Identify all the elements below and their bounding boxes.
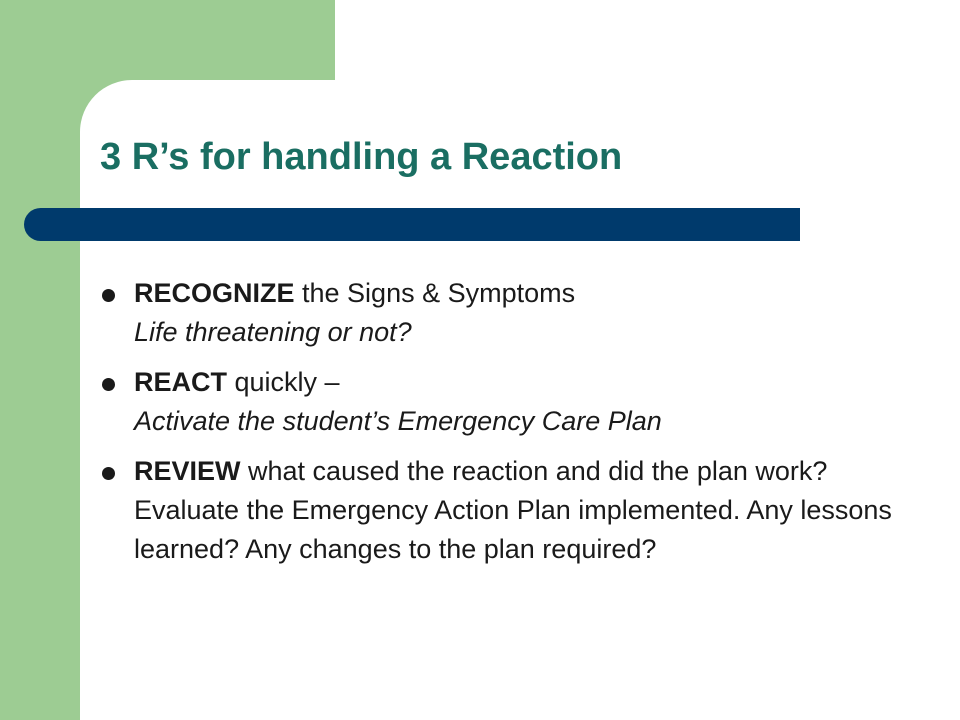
bullet-subtext: Activate the student’s Emergency Care Plan	[134, 406, 662, 436]
bullet-text: what caused the reaction and did the plan work? Evaluate the Emergency Action Plan implemented. Any lessons learned? Any changes to the plan required?	[134, 456, 892, 564]
list-item	[100, 363, 900, 441]
bullet-list	[100, 274, 900, 580]
list-item	[100, 274, 900, 352]
bullet-dot-icon	[102, 378, 115, 391]
bullet-dot-icon	[102, 467, 115, 480]
bullet-text: the Signs & Symptoms	[294, 278, 576, 308]
bullet-text: quickly –	[227, 367, 340, 397]
bullet-keyword: REACT	[134, 367, 227, 397]
slide-title: 3 R’s for handling a Reaction	[100, 136, 623, 178]
bullet-keyword: REVIEW	[134, 456, 241, 486]
list-item	[100, 452, 900, 569]
bullet-keyword: RECOGNIZE	[134, 278, 295, 308]
title-underline-bar	[24, 208, 800, 241]
bullet-dot-icon	[102, 289, 115, 302]
bullet-subtext: Life threatening or not?	[134, 317, 412, 347]
